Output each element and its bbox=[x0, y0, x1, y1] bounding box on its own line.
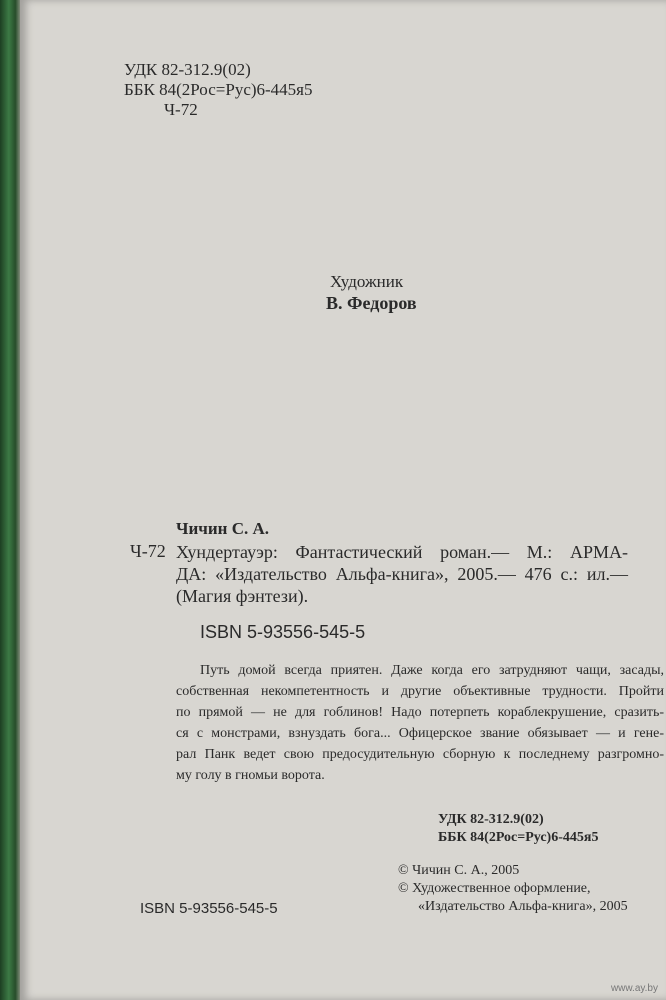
copyright-author: © Чичин С. А., 2005 bbox=[398, 863, 520, 878]
artist-name: В. Федоров bbox=[326, 293, 417, 313]
book-page bbox=[20, 0, 666, 1000]
bbk-code: ББК 84(2Рос=Рус)6-445я5 bbox=[124, 80, 313, 99]
bbk-code: ББК 84(2Рос=Рус)6-445я5 bbox=[438, 830, 599, 845]
book-spine bbox=[0, 0, 22, 1000]
udk-block-top bbox=[124, 60, 313, 120]
annotation-line: собственная некомпетентность и другие объективные трудности. Пройти bbox=[176, 684, 664, 699]
entry-line: (Магия фэнтези). bbox=[176, 586, 309, 606]
annotation-line: му голу в гномьи ворота. bbox=[176, 768, 325, 783]
copyright-publisher: «Издательство Альфа-книга», 2005 bbox=[418, 899, 628, 914]
isbn-bottom: ISBN 5-93556-545-5 bbox=[140, 900, 278, 917]
bibliography-code: Ч-72 bbox=[130, 541, 166, 561]
udk-block-bottom bbox=[438, 811, 598, 847]
annotation-line: рал Панк ведет свою предосудительную сборную к последнему разгромно- bbox=[176, 747, 664, 762]
copyright-design: © Художественное оформление, bbox=[398, 881, 591, 896]
copyright-block bbox=[398, 862, 628, 916]
annotation-line: Путь домой всегда приятен. Даже когда его затрудняют чащи, засады, bbox=[200, 663, 664, 678]
udk-code: УДК 82-312.9(02) bbox=[124, 60, 251, 79]
entry-line: ДА: «Издательство Альфа-книга», 2005.— 476 с.: ил.— bbox=[176, 564, 628, 584]
watermark: www.ay.by bbox=[610, 983, 658, 994]
bibliography-isbn: ISBN 5-93556-545-5 bbox=[200, 622, 366, 642]
annotation-line: по прямой — не для гоблинов! Надо потерпеть кораблекрушение, сразить- bbox=[176, 705, 664, 720]
annotation bbox=[176, 660, 664, 786]
udk-code: УДК 82-312.9(02) bbox=[438, 812, 544, 827]
author-mark: Ч-72 bbox=[164, 100, 198, 119]
artist-role: Художник bbox=[330, 272, 404, 291]
entry-line: Хундертауэр: Фантастический роман.— М.: АРМА- bbox=[176, 542, 628, 562]
bibliography-entry bbox=[176, 541, 628, 607]
annotation-line: ся с монстрами, взнуздать бога... Офицерское звание обязывает — и гене- bbox=[176, 726, 664, 741]
bibliography-author: Чичин С. А. bbox=[176, 519, 270, 538]
